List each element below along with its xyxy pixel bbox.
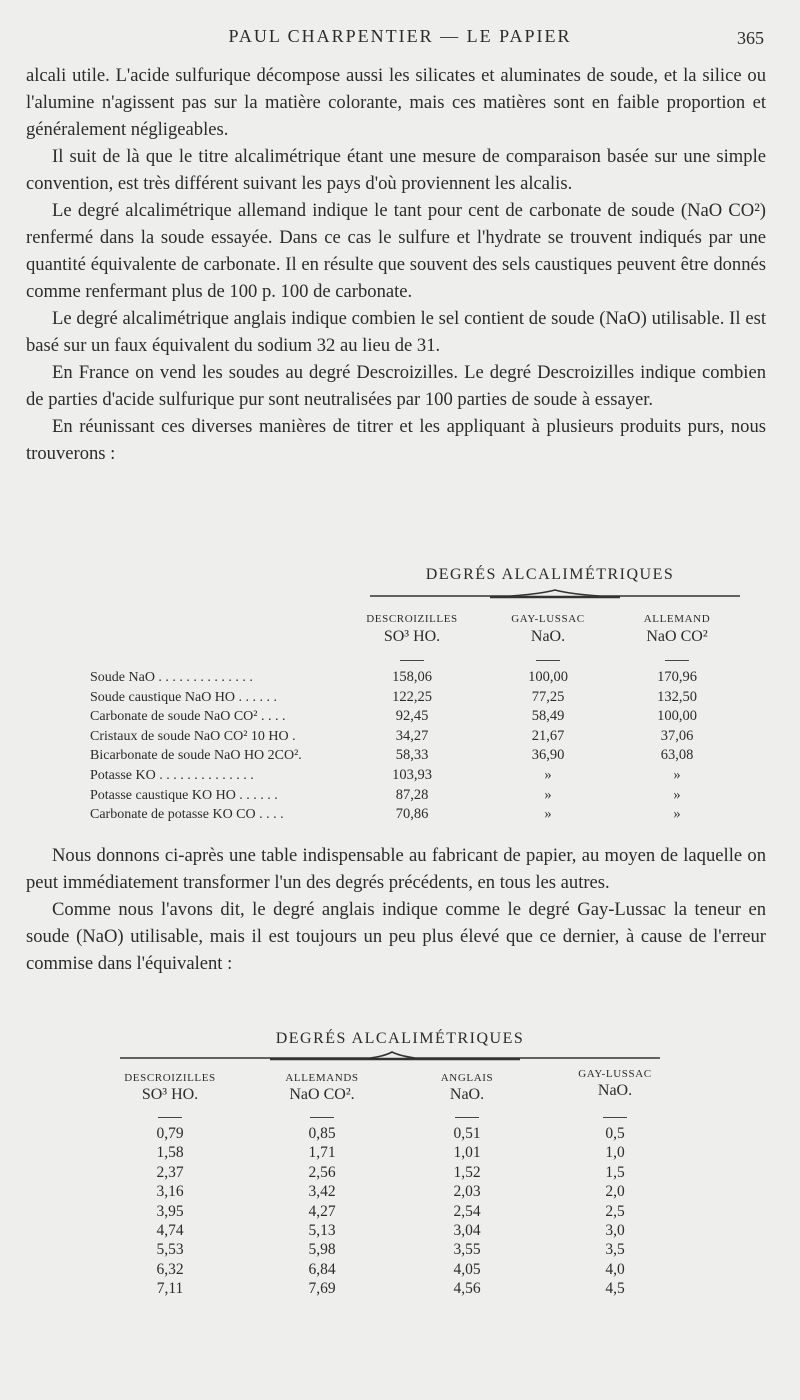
table-2-col-anglais: ANGLAIS — [440, 1072, 494, 1084]
table-1-cell: 34,27 — [395, 727, 429, 744]
table-2-col-gay-lussac-formula: NaO. — [597, 1082, 633, 1099]
body-text-2 — [26, 842, 766, 977]
table-2-dash — [158, 1117, 182, 1118]
table-2-cell: 2,5 — [605, 1202, 625, 1220]
table-1-col-gay-lussac-formula: NaO. — [530, 628, 566, 645]
table-1-cell: 77,25 — [531, 688, 565, 705]
table-1-title: DEGRÉS ALCALIMÉTRIQUES — [425, 566, 675, 583]
table-2-cell: 4,56 — [453, 1280, 481, 1298]
page-number: 365 — [737, 28, 764, 48]
table-1-cell: 87,28 — [395, 786, 429, 803]
table-1-cell: 58,33 — [395, 747, 429, 764]
table-1-row-label: Soude caustique NaO HO . . . . . . — [90, 689, 278, 705]
table-1-cell: 63,08 — [660, 747, 694, 764]
table-1-cell: 100,00 — [528, 669, 568, 685]
table-1-cell: » — [544, 767, 552, 783]
running-title: PAUL CHARPENTIER — LE PAPIER — [228, 26, 572, 46]
table-1-cell: » — [673, 806, 681, 823]
table-1-cell: 21,67 — [531, 727, 565, 744]
table-2-cell: 3,5 — [605, 1241, 625, 1259]
paragraph: Nous donnons ci-après une table indispensable au fabricant de papier, au moyen de laquelle on peut immédiatement transformer l'un des degrés précédents, en tous les autres. — [26, 845, 766, 893]
table-2-cell: 2,0 — [605, 1183, 625, 1201]
table-2-cell: 4,0 — [605, 1260, 625, 1278]
table-2-cell: 1,0 — [605, 1144, 625, 1162]
table-1-cell: 103,93 — [392, 767, 432, 783]
table-2-title-rule — [120, 1050, 660, 1066]
paragraph: Il suit de là que le titre alcalimétrique étant une mesure de comparaison basée sur une simple convention, est très différent suivant les pays d'où proviennent les alcalis. — [26, 146, 766, 194]
table-1-col-allemand-formula: NaO CO² — [646, 628, 708, 645]
table-2-cell: 1,5 — [605, 1163, 625, 1181]
table-2-cell: 3,42 — [308, 1183, 336, 1201]
paragraph: En France on vend les soudes au degré Descroizilles. Le degré Descroizilles indique combien de parties d'acide sulfurique pur sont neutralisées par 100 parties de soude à essayer. — [26, 362, 766, 410]
table-2-cell: 4,5 — [605, 1280, 625, 1298]
table-2-cell: 6,84 — [308, 1260, 336, 1278]
paragraph: Le degré alcalimétrique allemand indique le tant pour cent de carbonate de soude (NaO CO²) renfermé dans la soude essayée. Dans ce cas le sulfure et l'hydrate se trouvent indiqués par une quantité équivalente de carbonate. Il en résulte que souvent des sels caustiques peuvent être donnés comme renfermant plus de 100 p. 100 de carbonate. — [26, 200, 766, 302]
table-2-cell: 3,16 — [156, 1183, 184, 1201]
table-1-cell: 100,00 — [657, 708, 697, 725]
table-2-cell: 2,03 — [453, 1183, 481, 1201]
table-2-cell: 0,79 — [156, 1125, 184, 1142]
table-2-col-descroizilles: DESCROIZILLES — [124, 1072, 216, 1084]
table-1-row-label: Bicarbonate de soude NaO HO 2CO². — [90, 748, 302, 764]
table-2-cell: 4,74 — [156, 1222, 184, 1239]
table-2-cell: 2,37 — [156, 1163, 184, 1181]
table-2-cell: 3,95 — [156, 1202, 184, 1220]
table-1-dash — [400, 660, 424, 661]
paragraph: alcali utile. L'acide sulfurique décompose aussi les silicates et aluminates de soude, et la silice ou l'alumine n'agissent pas sur la matière colorante, mais ces matières sont en faible proportion et généralement négligeables. — [26, 65, 766, 140]
table-2-dash — [455, 1117, 479, 1118]
table-1-col-descroizilles-formula: SO³ HO. — [383, 628, 441, 645]
table-1-cell: 122,25 — [392, 688, 432, 705]
table-2-col-descroizilles-formula: SO³ HO. — [141, 1086, 199, 1103]
table-2-cell: 0,85 — [308, 1125, 336, 1142]
table-2-cell: 1,58 — [156, 1144, 184, 1162]
table-2-col-allemands: ALLEMANDS — [285, 1072, 359, 1084]
table-2-col-allemands-formula: NaO CO². — [289, 1086, 355, 1103]
table-1-title-rule — [370, 588, 740, 604]
table-2-cell: 3,0 — [605, 1222, 625, 1239]
table-2-cell: 5,98 — [308, 1241, 336, 1259]
table-1-row-label: Potasse caustique KO HO . . . . . . — [90, 787, 278, 803]
table-1-cell: » — [544, 786, 552, 803]
table-1-dash — [665, 660, 689, 661]
table-1-col-allemand: ALLEMAND — [643, 613, 711, 625]
table-1-cell: 132,50 — [657, 688, 697, 705]
table-1-cell: » — [544, 806, 552, 823]
table-2-cell: 4,27 — [308, 1202, 336, 1220]
table-2-title: DEGRÉS ALCALIMÉTRIQUES — [275, 1030, 525, 1047]
table-2-cell: 5,13 — [308, 1222, 336, 1239]
table-2-cell: 0,5 — [605, 1125, 625, 1142]
table-1-cell: » — [673, 786, 681, 803]
table-2-cell: 3,04 — [453, 1222, 481, 1239]
table-1-cell: 92,45 — [395, 708, 429, 725]
table-1-row-label: Carbonate de potasse KO CO . . . . — [90, 807, 284, 823]
table-2-cell: 6,32 — [156, 1260, 184, 1278]
table-2-cell: 2,54 — [453, 1202, 481, 1220]
table-2-cell: 5,53 — [156, 1241, 184, 1259]
table-1-cell: 36,90 — [531, 747, 565, 764]
table-1-cell: 158,06 — [392, 669, 432, 685]
page-header — [0, 22, 800, 52]
table-1-row-label: Cristaux de soude NaO CO² 10 HO . — [90, 728, 296, 744]
table-1-col-gay-lussac: GAY-LUSSAC — [511, 613, 585, 625]
table-1-dash — [536, 660, 560, 661]
table-2-cell: 1,52 — [453, 1163, 481, 1181]
table-1-cell: 70,86 — [395, 806, 429, 823]
paragraph: Le degré alcalimétrique anglais indique combien le sel contient de soude (NaO) utilisable. Il est basé sur un faux équivalent du sodium 32 au lieu de 31. — [26, 308, 766, 356]
table-2-cell: 2,56 — [308, 1163, 336, 1181]
table-1-cell: 170,96 — [657, 669, 697, 685]
table-1-row-label: Carbonate de soude NaO CO² . . . . — [90, 709, 286, 725]
table-2-cell: 7,11 — [156, 1280, 184, 1298]
paragraph: En réunissant ces diverses manières de titrer et les appliquant à plusieurs produits purs, nous trouverons : — [26, 416, 766, 464]
table-2-col-anglais-formula: NaO. — [449, 1086, 485, 1103]
table-2-dash — [603, 1117, 627, 1118]
table-2-cell: 4,05 — [453, 1260, 481, 1278]
table-2-cell: 3,55 — [453, 1241, 481, 1259]
table-2-col-gay-lussac: GAY-LUSSAC — [578, 1068, 652, 1080]
paragraph: Comme nous l'avons dit, le degré anglais indique comme le degré Gay-Lussac la teneur en soude (NaO) utilisable, mais il est toujours un peu plus élevé que ce dernier, à cause de l'erreur commise dans l'équivalent : — [26, 899, 766, 974]
table-2-cell: 7,69 — [308, 1280, 336, 1298]
table-1-cell: » — [673, 767, 681, 783]
table-2-cell: 1,01 — [453, 1144, 481, 1162]
table-1-cell: 58,49 — [531, 708, 565, 725]
table-2-cell: 1,71 — [308, 1144, 336, 1162]
table-1-cell: 37,06 — [660, 727, 694, 744]
table-1-col-descroizilles: DESCROIZILLES — [366, 613, 458, 625]
table-1-row-label: Potasse KO . . . . . . . . . . . . . . — [90, 768, 254, 783]
body-text-1 — [26, 62, 766, 467]
table-2-cell: 0,51 — [453, 1125, 481, 1142]
table-2-dash — [310, 1117, 334, 1118]
table-1-row-label: Soude NaO . . . . . . . . . . . . . . — [90, 670, 253, 685]
